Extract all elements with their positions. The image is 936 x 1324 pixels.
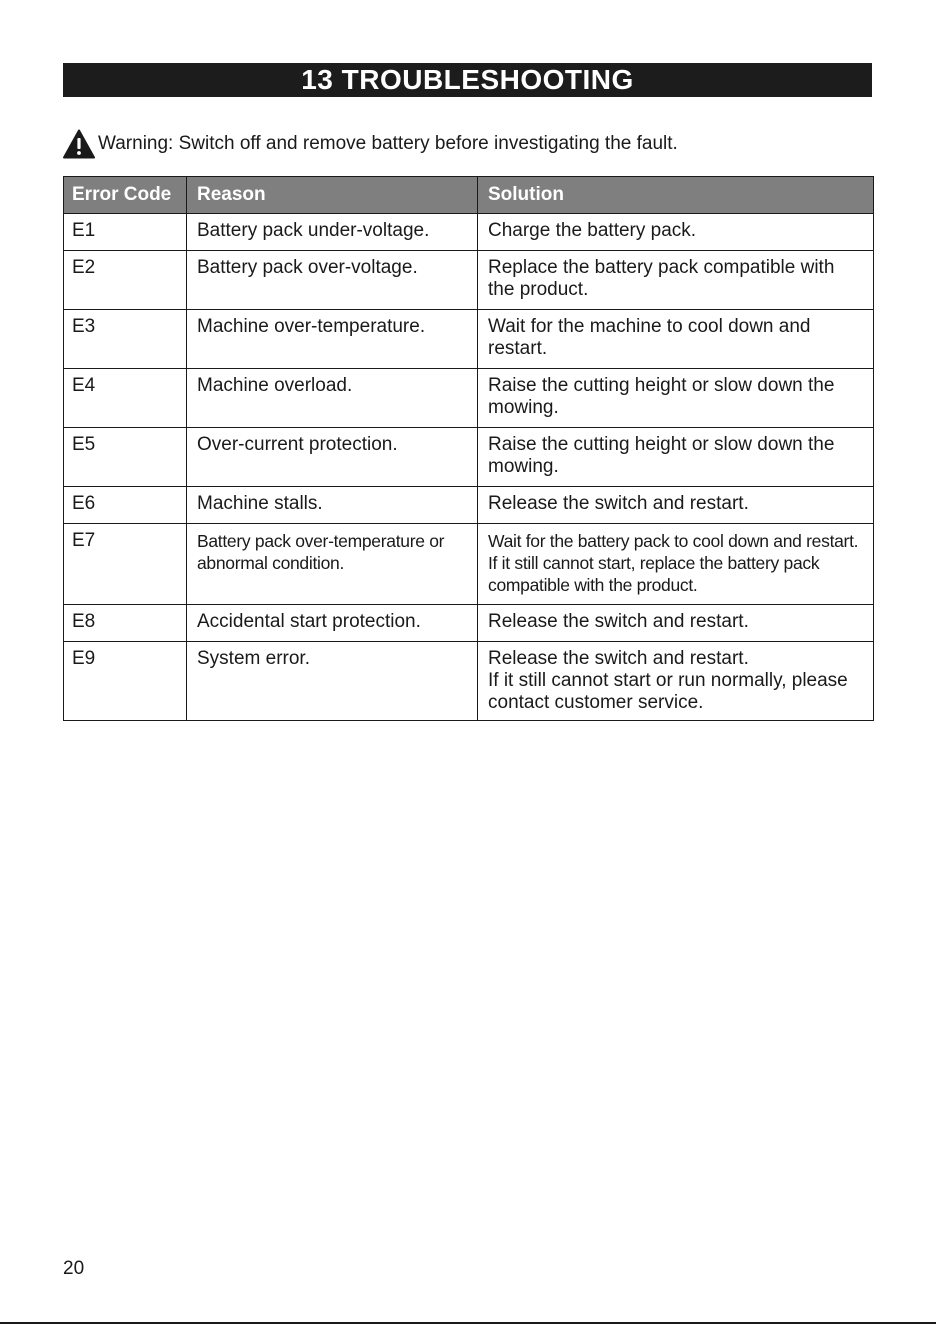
column-header-solution: Solution bbox=[478, 177, 874, 214]
solution-cell: Raise the cutting height or slow down the mowing. bbox=[478, 428, 874, 487]
table-row bbox=[64, 251, 874, 310]
error-code-cell: E7 bbox=[64, 524, 187, 605]
table-row bbox=[64, 369, 874, 428]
section-title: 13 TROUBLESHOOTING bbox=[63, 63, 872, 97]
table-row bbox=[64, 428, 874, 487]
table-row bbox=[64, 487, 874, 524]
solution-cell: Replace the battery pack compatible with the product. bbox=[478, 251, 874, 310]
solution-cell: Wait for the battery pack to cool down and restart. If it still cannot start, replace the battery pack compatible with the product. bbox=[478, 524, 874, 605]
reason-cell: Battery pack under-voltage. bbox=[187, 214, 478, 251]
troubleshooting-table bbox=[63, 176, 874, 721]
reason-cell: Battery pack over-temperature or abnormal condition. bbox=[187, 524, 478, 605]
solution-cell: Raise the cutting height or slow down the mowing. bbox=[478, 369, 874, 428]
column-header-reason: Reason bbox=[187, 177, 478, 214]
solution-cell: Release the switch and restart. If it still cannot start or run normally, please contact customer service. bbox=[478, 642, 874, 721]
table-row bbox=[64, 605, 874, 642]
reason-cell: Accidental start protection. bbox=[187, 605, 478, 642]
error-code-cell: E8 bbox=[64, 605, 187, 642]
error-code-cell: E9 bbox=[64, 642, 187, 721]
solution-cell: Release the switch and restart. bbox=[478, 487, 874, 524]
reason-cell: Battery pack over-voltage. bbox=[187, 251, 478, 310]
error-code-cell: E6 bbox=[64, 487, 187, 524]
solution-cell: Release the switch and restart. bbox=[478, 605, 874, 642]
warning-triangle-icon bbox=[63, 129, 95, 159]
error-code-cell: E1 bbox=[64, 214, 187, 251]
error-code-cell: E5 bbox=[64, 428, 187, 487]
page-number: 20 bbox=[63, 1258, 85, 1279]
reason-cell: Machine overload. bbox=[187, 369, 478, 428]
reason-cell: Machine over-temperature. bbox=[187, 310, 478, 369]
error-code-cell: E2 bbox=[64, 251, 187, 310]
table-row bbox=[64, 524, 874, 605]
reason-cell: System error. bbox=[187, 642, 478, 721]
table-row bbox=[64, 214, 874, 251]
solution-cell: Wait for the machine to cool down and restart. bbox=[478, 310, 874, 369]
warning-notice bbox=[63, 128, 678, 160]
table-row bbox=[64, 642, 874, 721]
reason-cell: Machine stalls. bbox=[187, 487, 478, 524]
error-code-cell: E4 bbox=[64, 369, 187, 428]
column-header-error-code: Error Code bbox=[64, 177, 187, 214]
table-header-row bbox=[64, 177, 874, 214]
warning-text: Warning: Switch off and remove battery before investigating the fault. bbox=[98, 133, 678, 154]
solution-cell: Charge the battery pack. bbox=[478, 214, 874, 251]
error-code-cell: E3 bbox=[64, 310, 187, 369]
reason-cell: Over-current protection. bbox=[187, 428, 478, 487]
table-row bbox=[64, 310, 874, 369]
